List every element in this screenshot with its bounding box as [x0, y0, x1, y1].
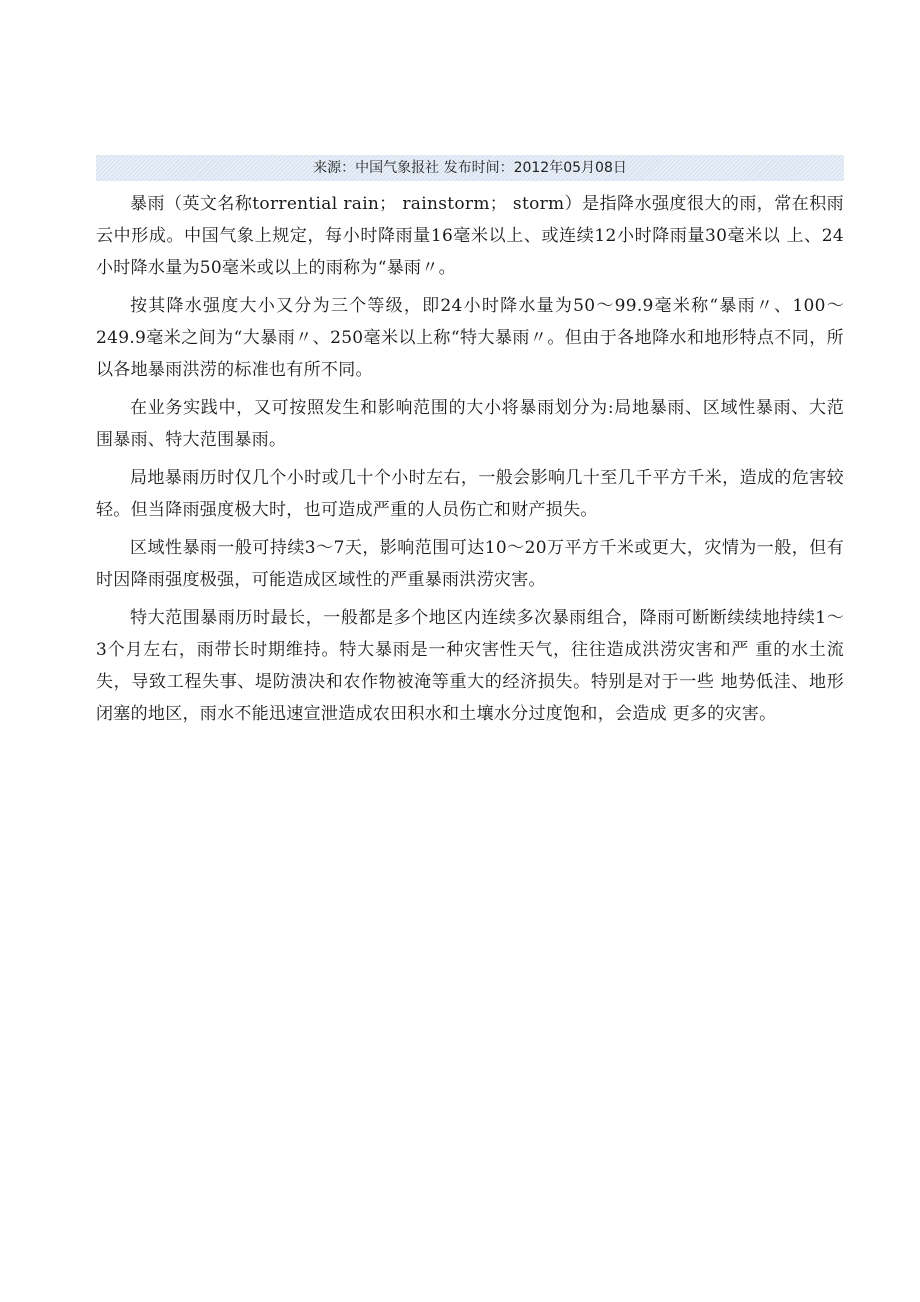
- paragraph-definition: 暴雨（英文名称torrential rain； rainstorm； storm）是指降水强度很大的雨，常在积雨云中形成。中国气象上规定，每小时降雨量16毫米以上、或连续12小时降雨量30毫米以 上、24小时降水量为50毫米或以上的雨称为“暴雨〃。: [96, 194, 844, 278]
- article-body: [96, 188, 844, 736]
- paragraph-intensity-levels: 按其降水强度大小又分为三个等级，即24小时降水量为50〜99.9毫米称“暴雨〃、100〜249.9毫米之间为“大暴雨〃、250毫米以上称“特大暴雨〃。但由于各地降水和地形特点不同，所以各地暴雨洪涝的标准也有所不同。: [96, 296, 844, 380]
- source-info-bar: 来源：中国气象报社 发布时间：2012年05月08日: [96, 155, 844, 181]
- paragraph-extreme-range-rainstorm: 特大范围暴雨历时最长，一般都是多个地区内连续多次暴雨组合，降雨可断断续续地持续1〜3个月左右，雨带长时期维持。特大暴雨是一种灾害性天气，往往造成洪涝灾害和严 重的水土流失，导致工程失事、堤防溃决和农作物被淹等重大的经济损失。特别是对于一些 地势低洼、地形闭塞的地区，雨水不能迅速宣泄造成农田积水和土壤水分过度饱和，会造成 更多的灾害。: [96, 608, 844, 724]
- paragraph-regional-rainstorm: 区域性暴雨一般可持续3〜7天，影响范围可达10〜20万平方千米或更大，灾情为一般，但有时因降雨强度极强，可能造成区域性的严重暴雨洪涝灾害。: [96, 538, 844, 590]
- paragraph-local-rainstorm: 局地暴雨历时仅几个小时或几十个小时左右，一般会影响几十至几千平方千米，造成的危害较轻。但当降雨强度极大时，也可造成严重的人员伤亡和财产损失。: [96, 468, 844, 520]
- paragraph-scope-classification: 在业务实践中，又可按照发生和影响范围的大小将暴雨划分为:局地暴雨、区域性暴雨、大范围暴雨、特大范围暴雨。: [96, 398, 844, 450]
